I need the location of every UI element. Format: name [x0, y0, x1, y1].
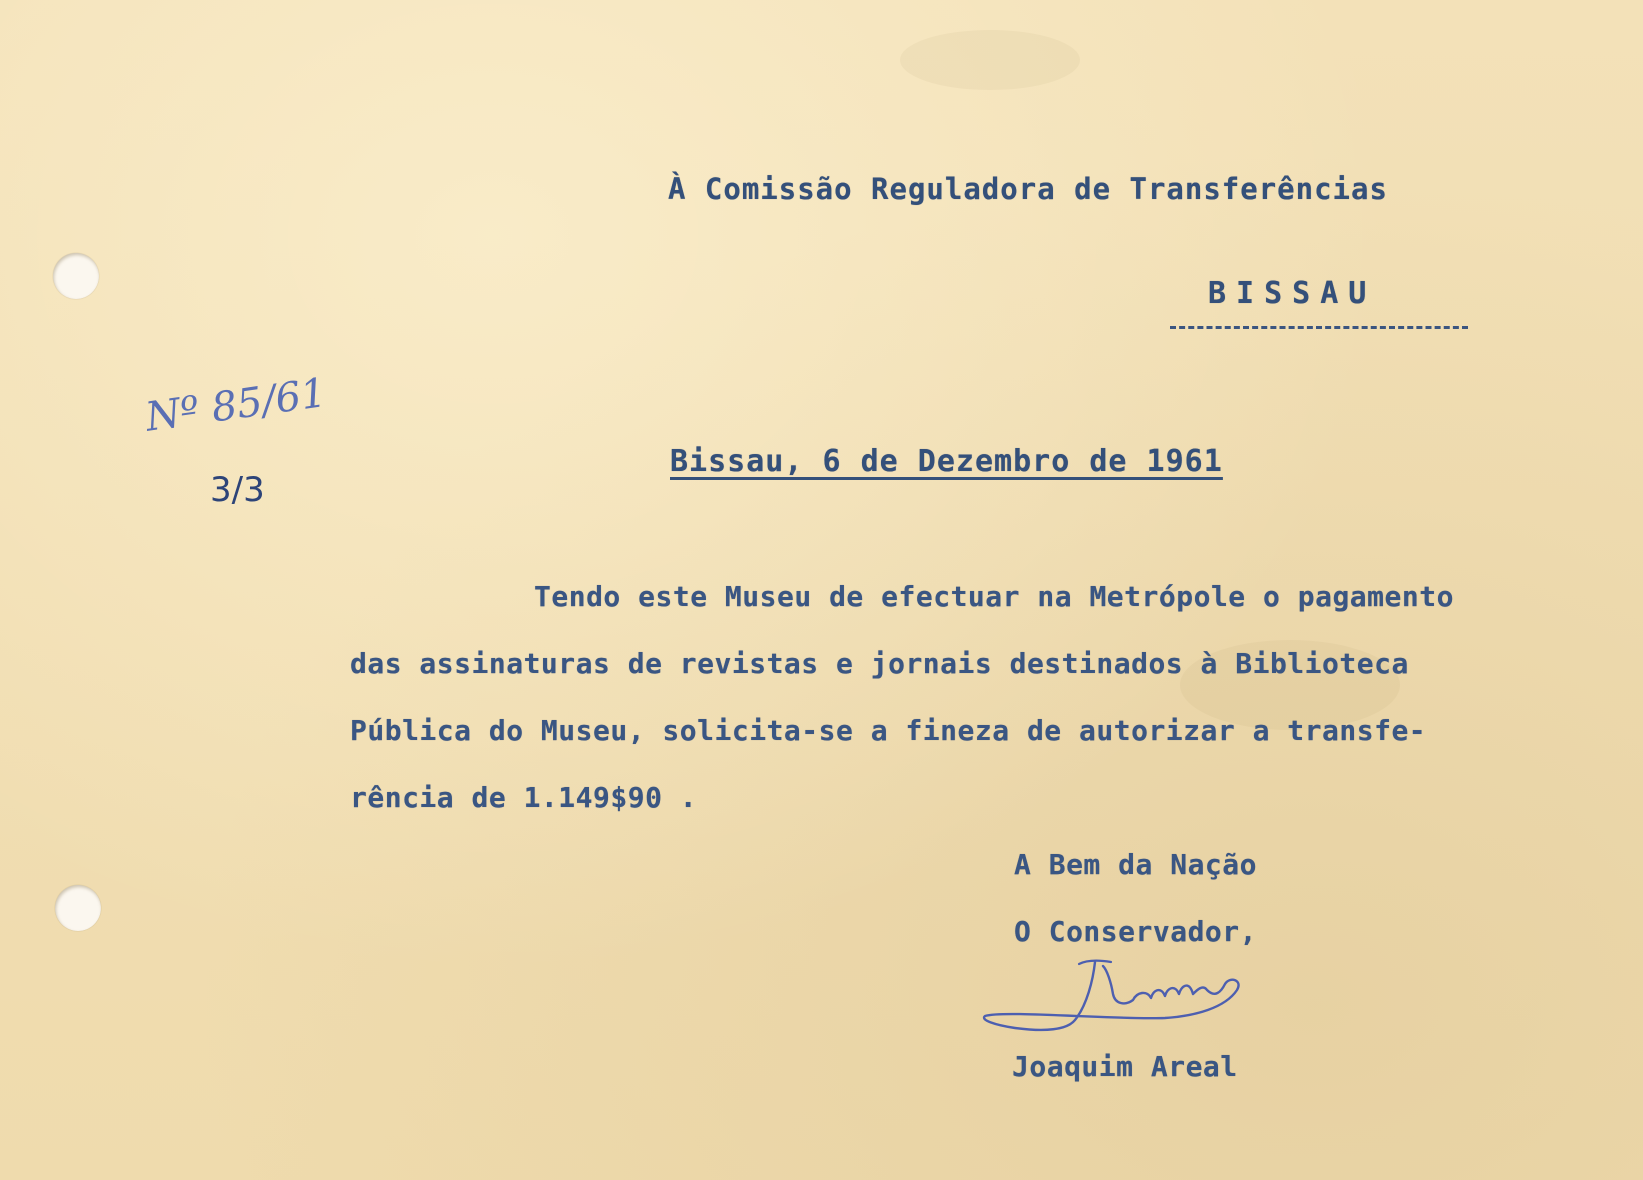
body-line-4: rência de 1.149$90 .: [350, 781, 698, 814]
punch-hole-bottom: [55, 885, 101, 931]
signature-stroke: [984, 962, 1239, 1030]
recipient-line: À Comissão Reguladora de Transferências: [668, 172, 1388, 206]
punch-hole-top: [53, 253, 99, 299]
reference-number: Nº 85/61: [142, 369, 330, 441]
closing-title: O Conservador,: [1014, 915, 1258, 948]
body-line-2: das assinaturas de revistas e jornais destinados à Biblioteca: [350, 647, 1409, 680]
city-underline: [1170, 326, 1468, 329]
body-line-1: Tendo este Museu de efectuar na Metrópole o pagamento: [534, 580, 1454, 613]
signer-name: Joaquim Areal: [1012, 1050, 1238, 1083]
date-line: Bissau, 6 de Dezembro de 1961: [670, 444, 1223, 479]
paper-stain: [900, 30, 1080, 90]
handwritten-signature: [975, 950, 1275, 1060]
reference-sub: 3/3: [210, 470, 265, 510]
closing-salutation: A Bem da Nação: [1014, 848, 1258, 881]
body-line-3: Pública do Museu, solicita-se a fineza de autorizar a transfe-: [350, 714, 1427, 747]
recipient-city: BISSAU: [1208, 276, 1377, 311]
